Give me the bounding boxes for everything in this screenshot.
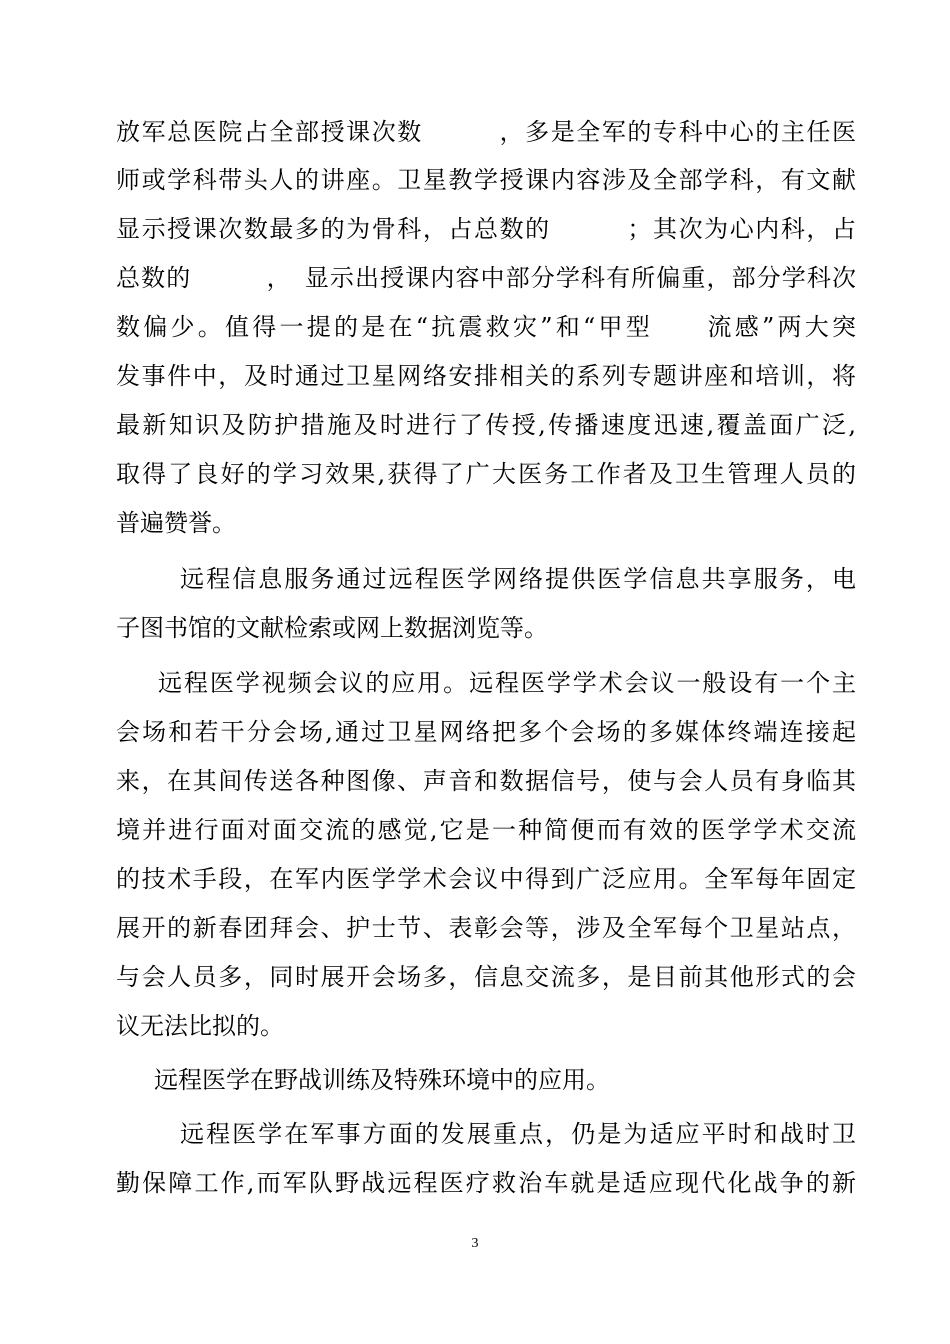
paragraph-2-line-2: 子图书馆的文献检索或网上数据浏览等。 [116,614,548,642]
paragraph-1-line-3: 显示授课次数最多的为骨科，占总数的 ；其次为心内科，占 [116,215,856,243]
paragraph-3-line-4: 境并进行面对面交流的感觉,它是一种简便而有效的医学学术交流 [116,816,856,844]
paragraph-3-line-8: 议无法比拟的。 [116,1012,284,1040]
paragraph-3-line-3: 来，在其间传送各种图像、声音和数据信号，使与会人员有身临其 [116,767,856,795]
paragraph-3-line-7: 与会人员多，同时展开会场多，信息交流多，是目前其他形式的会 [116,963,856,991]
paragraph-1-line-5: 数偏少。值得一提的是在“抗震救灾”和“甲型 流感”两大突 [116,313,856,341]
paragraph-1-line-4: 总数的 ， 显示出授课内容中部分学科有所偏重，部分学科次 [116,264,856,292]
paragraph-3-line-5: 的技术手段，在军内医学学术会议中得到广泛应用。全军每年固定 [116,865,856,893]
paragraph-3-line-6: 展开的新春团拜会、护士节、表彰会等，涉及全军每个卫星站点， [116,914,856,942]
paragraph-4-line-1: 远程医学在野战训练及特殊环境中的应用。 [154,1066,610,1094]
paragraph-3-line-1: 远程医学视频会议的应用。远程医学学术会议一般设有一个主 [158,669,856,697]
paragraph-1-line-6: 发事件中，及时通过卫星网络安排相关的系列专题讲座和培训，将 [116,362,856,390]
paragraph-1-line-7: 最新知识及防护措施及时进行了传授,传播速度迅速,覆盖面广泛, [116,411,856,439]
paragraph-1-line-8: 取得了良好的学习效果,获得了广大医务工作者及卫生管理人员的 [116,460,856,488]
page-number: 3 [471,1236,479,1251]
paragraph-5-line-2: 勤保障工作,而军队野战远程医疗救治车就是适应现代化战争的新 [116,1169,856,1197]
paragraph-3-line-2: 会场和若干分会场,通过卫星网络把多个会场的多媒体终端连接起 [116,718,856,746]
paragraph-1-line-9: 普遍赞誉。 [116,509,236,537]
paragraph-5-line-1: 远程医学在军事方面的发展重点，仍是为适应平时和战时卫 [180,1120,856,1148]
paragraph-1-line-1: 放军总医院占全部授课次数 ，多是全军的专科中心的主任医 [116,118,856,146]
paragraph-1-line-2: 师或学科带头人的讲座。卫星教学授课内容涉及全部学科，有文献 [116,166,856,194]
paragraph-2-line-1: 远程信息服务通过远程医学网络提供医学信息共享服务，电 [180,565,856,593]
